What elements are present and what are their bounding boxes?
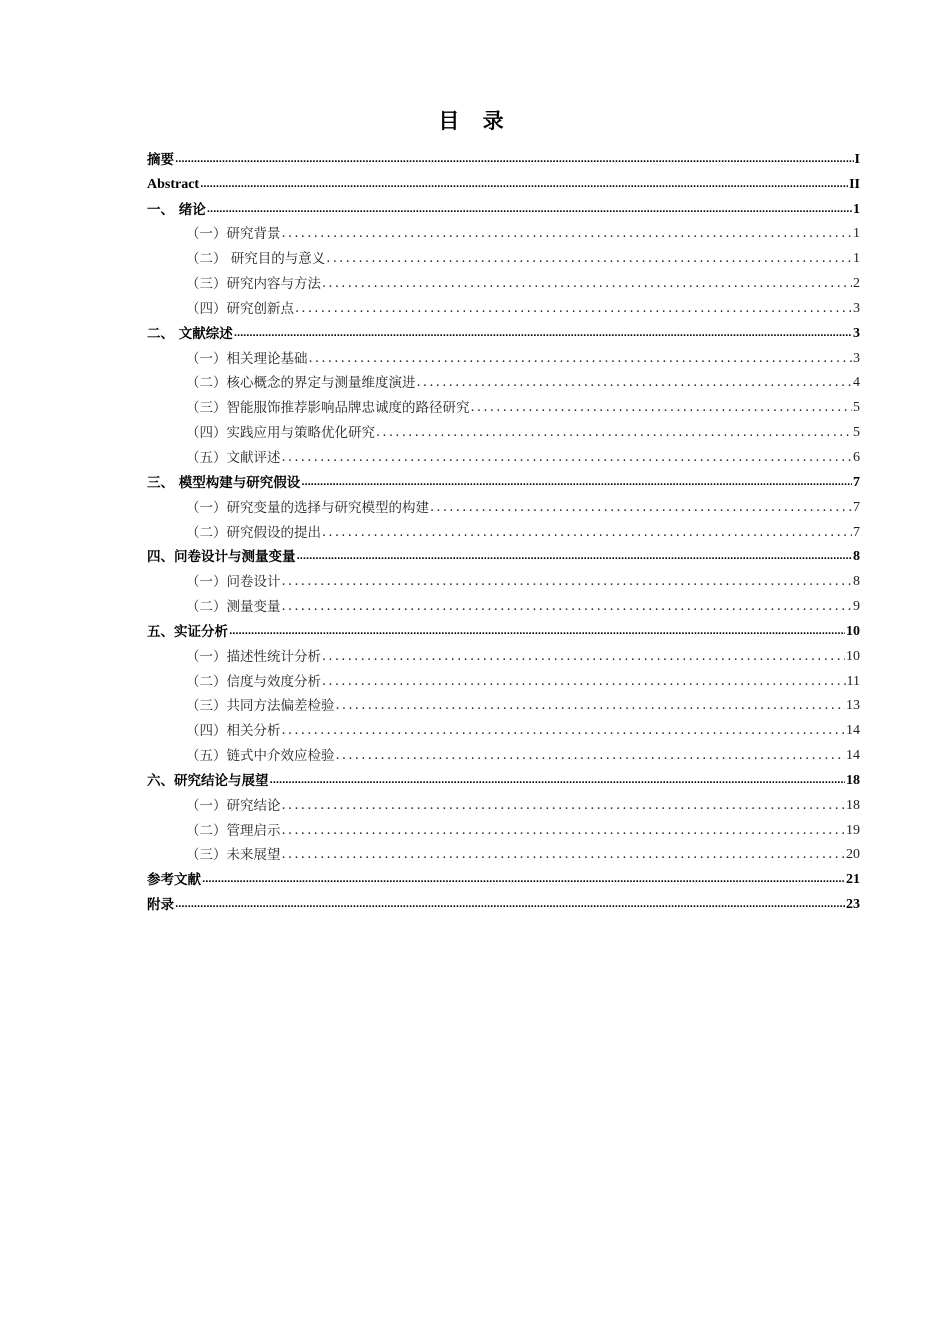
toc-dot-leader (336, 696, 846, 716)
toc-dot-leader (282, 721, 846, 741)
toc-dot-leader (301, 473, 852, 493)
toc-entry-label: （五）文献评述 (186, 449, 281, 466)
toc-entry-label: （一）相关理论基础 (186, 350, 308, 367)
toc-page-number: 14 (846, 723, 860, 739)
toc-entry-label: （一）研究变量的选择与研究模型的构建 (186, 499, 429, 516)
toc-entry-label: Abstract (147, 176, 200, 192)
toc-entry-label: 六、研究结论与展望 (147, 772, 269, 789)
toc-dot-leader (430, 498, 852, 518)
toc-page-number: 21 (846, 872, 860, 888)
toc-entry-section[interactable] (147, 716, 860, 741)
toc-entry-chapter[interactable] (147, 617, 860, 642)
toc-entry-label: （四）实践应用与策略优化研究 (186, 425, 375, 442)
toc-entry-chapter[interactable] (147, 543, 860, 568)
toc-dot-leader (282, 224, 853, 244)
toc-entry-label: （二）管理启示 (186, 822, 281, 839)
toc-dot-leader (326, 249, 852, 269)
toc-entry-label: 附录 (147, 897, 174, 914)
toc-page-number: 7 (853, 524, 860, 540)
toc-page-number: 18 (846, 797, 860, 813)
toc-page-number: 4 (853, 375, 860, 391)
toc-page-number: 1 (853, 201, 860, 217)
toc-entry-section[interactable] (147, 741, 860, 766)
toc-dot-leader (207, 200, 852, 220)
toc-entry-label: （四）研究创新点 (186, 300, 294, 317)
toc-entry-section[interactable] (147, 518, 860, 543)
toc-entry-chapter[interactable] (147, 865, 860, 890)
toc-page-number: 10 (846, 623, 860, 639)
toc-dot-leader (202, 870, 845, 890)
toc-dot-leader (282, 572, 853, 592)
toc-page-number: 6 (853, 449, 860, 465)
toc-dot-leader (322, 274, 852, 294)
toc-page-number: 1 (853, 251, 860, 267)
toc-dot-leader (322, 647, 845, 667)
toc-entry-chapter[interactable] (147, 319, 860, 344)
toc-page-number: 9 (853, 599, 860, 615)
toc-page-number: 14 (846, 748, 860, 764)
toc-entry-section[interactable] (147, 269, 860, 294)
toc-dot-leader (297, 547, 853, 567)
toc-entry-label: （二）核心概念的界定与测量维度演进 (186, 375, 416, 392)
toc-entry-section[interactable] (147, 667, 860, 692)
toc-entry-chapter[interactable] (147, 890, 860, 915)
toc-entry-chapter[interactable] (147, 766, 860, 791)
toc-dot-leader (282, 448, 853, 468)
toc-entry-label: （三）研究内容与方法 (186, 276, 321, 293)
toc-dot-leader (282, 796, 846, 816)
toc-page-number: 10 (846, 648, 860, 664)
toc-entry-label: （三）共同方法偏差检验 (186, 698, 335, 715)
toc-entry-label: （三）未来展望 (186, 847, 281, 864)
toc-entry-label: （二）研究假设的提出 (186, 524, 321, 541)
toc-dot-leader (282, 845, 846, 865)
toc-page-number: 8 (853, 549, 860, 565)
toc-page-number: II (849, 176, 860, 192)
toc-entry-label: （一）研究结论 (186, 797, 281, 814)
toc-dot-leader (376, 423, 852, 443)
toc-dot-leader (175, 895, 845, 915)
toc-page-number: 11 (846, 673, 860, 689)
toc-entry-section[interactable] (147, 443, 860, 468)
toc-dot-leader (322, 672, 846, 692)
toc-page-number: 18 (846, 772, 860, 788)
toc-entry-section[interactable] (147, 841, 860, 866)
toc-page-number: 20 (846, 847, 860, 863)
toc-entry-label: （一）描述性统计分析 (186, 648, 321, 665)
toc-page-number: 1 (853, 226, 860, 242)
toc-list (147, 145, 860, 915)
toc-entry-section[interactable] (147, 393, 860, 418)
toc-entry-label: 三、 模型构建与研究假设 (147, 474, 301, 491)
toc-dot-leader (270, 771, 846, 791)
toc-page-number: I (854, 151, 860, 167)
toc-entry-section[interactable] (147, 418, 860, 443)
toc-entry-label: （四）相关分析 (186, 723, 281, 740)
toc-page-number: 5 (853, 425, 860, 441)
toc-dot-leader (295, 299, 852, 319)
toc-entry-label: （一）问卷设计 (186, 574, 281, 591)
toc-entry-section[interactable] (147, 642, 860, 667)
toc-dot-leader (282, 597, 853, 617)
toc-entry-section[interactable] (147, 244, 860, 269)
toc-dot-leader (471, 398, 853, 418)
toc-page-number: 2 (853, 276, 860, 292)
toc-page-number: 23 (846, 897, 860, 913)
toc-dot-leader (336, 746, 846, 766)
toc-entry-section[interactable] (147, 567, 860, 592)
toc-entry-section[interactable] (147, 592, 860, 617)
toc-entry-label: （二） 研究目的与意义 (186, 251, 326, 268)
toc-page-number: 3 (853, 300, 860, 316)
toc-dot-leader (234, 324, 852, 344)
toc-entry-label: 摘要 (147, 151, 174, 168)
toc-entry-chapter[interactable] (147, 195, 860, 220)
toc-entry-chapter[interactable] (147, 468, 860, 493)
toc-entry-label: 一、 绪论 (147, 201, 206, 218)
toc-dot-leader (175, 150, 854, 170)
toc-page-number: 3 (853, 350, 860, 366)
toc-dot-leader (417, 373, 853, 393)
toc-entry-label: 五、实证分析 (147, 623, 228, 640)
toc-entry-section[interactable] (147, 294, 860, 319)
toc-entry-label: 二、 文献综述 (147, 325, 233, 342)
toc-page-number: 13 (846, 698, 860, 714)
toc-dot-leader (322, 523, 852, 543)
toc-entry-chapter[interactable] (147, 170, 860, 195)
toc-entry-label: （二）信度与效度分析 (186, 673, 321, 690)
toc-page-number: 3 (853, 325, 860, 341)
toc-dot-leader (200, 175, 848, 195)
toc-dot-leader (282, 821, 846, 841)
toc-entry-label: （一）研究背景 (186, 226, 281, 243)
toc-entry-section[interactable] (147, 369, 860, 394)
toc-entry-label: （二）测量变量 (186, 599, 281, 616)
toc-title: 目 录 (438, 109, 512, 133)
toc-entry-label: （三）智能服饰推荐影响品牌忠诚度的路径研究 (186, 400, 470, 417)
toc-entry-section[interactable] (147, 344, 860, 369)
toc-dot-leader (309, 349, 853, 369)
toc-page-number: 19 (846, 822, 860, 838)
toc-entry-section[interactable] (147, 493, 860, 518)
toc-page-number: 8 (853, 574, 860, 590)
toc-entry-section[interactable] (147, 816, 860, 841)
toc-entry-label: （五）链式中介效应检验 (186, 748, 335, 765)
toc-dot-leader (229, 622, 845, 642)
toc-entry-section[interactable] (147, 220, 860, 245)
toc-page-number: 7 (853, 499, 860, 515)
toc-entry-section[interactable] (147, 791, 860, 816)
toc-entry-label: 四、问卷设计与测量变量 (147, 549, 296, 566)
toc-page-number: 5 (853, 400, 860, 416)
toc-entry-label: 参考文献 (147, 872, 201, 889)
toc-page-number: 7 (853, 474, 860, 490)
toc-entry-chapter[interactable] (147, 145, 860, 170)
toc-entry-section[interactable] (147, 692, 860, 717)
